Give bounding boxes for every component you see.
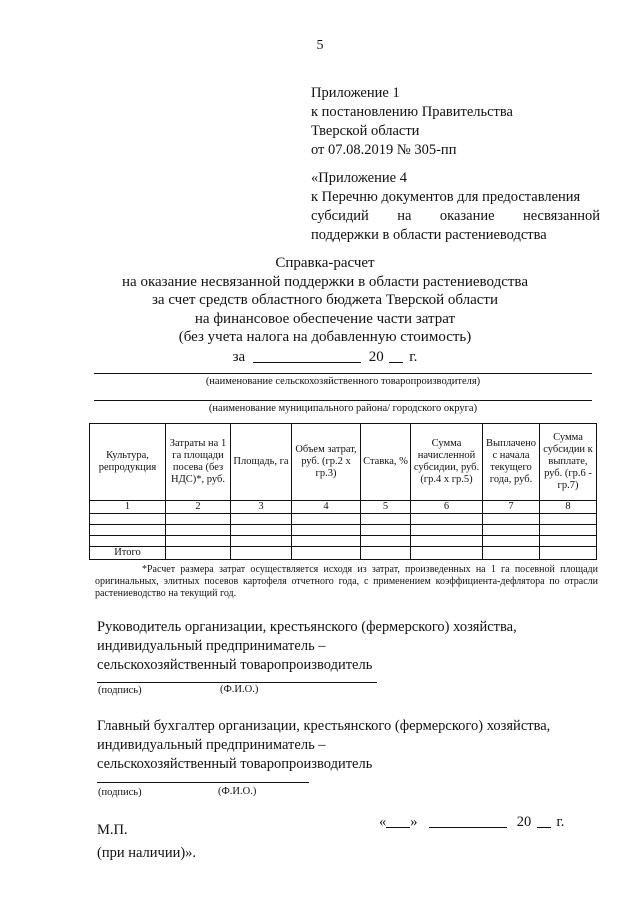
table-cell bbox=[361, 536, 411, 547]
table-cell bbox=[411, 514, 483, 525]
accountant-line: Главный бухгалтер организации, крестьянского (фермерского) хозяйства, bbox=[97, 718, 551, 734]
title-line: на оказание несвязанной поддержки в области растениеводства bbox=[122, 273, 528, 290]
calculation-table bbox=[89, 423, 597, 560]
table-cell bbox=[411, 525, 483, 536]
column-number: 5 bbox=[361, 501, 411, 514]
date-year-prefix: 20 bbox=[516, 814, 532, 830]
director-sign-label: (подпись) bbox=[98, 685, 142, 696]
period-blank bbox=[253, 362, 361, 363]
district-caption: (наименование муниципального района/ городского округа) bbox=[208, 403, 478, 414]
accountant-block bbox=[97, 717, 550, 774]
date-day-blank bbox=[386, 827, 410, 828]
table-header: Площадь, га bbox=[231, 424, 292, 501]
table-cell bbox=[483, 514, 540, 525]
table-header: Затраты на 1 га площади посева (без НДС)*, руб. bbox=[166, 424, 231, 501]
table-cell bbox=[540, 525, 597, 536]
table-cell bbox=[483, 536, 540, 547]
stamp-if-any: (при наличии)». bbox=[97, 845, 197, 861]
table-cell bbox=[292, 514, 361, 525]
director-signature-line bbox=[97, 682, 377, 683]
table-header: Объем затрат, руб. (гр.2 x гр.3) bbox=[292, 424, 361, 501]
footnote: *Расчет размера затрат осуществляется исходя из затрат, произведенных на 1 га посевной площади оригинальных, элитных посевов картофеля отчетного года, с применением коэффициента-дефлятора по отрасли растениеводство на текущий год. bbox=[95, 564, 598, 599]
title-line: на финансовое обеспечение части затрат bbox=[194, 310, 456, 327]
director-name-label: (Ф.И.О.) bbox=[220, 684, 259, 695]
period-year-blank bbox=[389, 362, 403, 363]
table-cell bbox=[231, 536, 292, 547]
director-line: Руководитель организации, крестьянского (фермерского) хозяйства, bbox=[97, 619, 517, 635]
date-line bbox=[379, 814, 564, 831]
accountant-signature-line bbox=[97, 782, 309, 783]
date-year-suffix: г. bbox=[556, 814, 565, 830]
appendix-sub-line: субсидий на оказание несвязанной bbox=[311, 208, 600, 224]
period-line bbox=[90, 348, 560, 367]
appendix-sub-header bbox=[311, 169, 600, 245]
appendix-sub-line: к Перечню документов для предоставления bbox=[311, 189, 581, 205]
table-cell bbox=[540, 514, 597, 525]
director-block bbox=[97, 618, 517, 675]
table-header: Сумма начисленной субсидии, руб. (гр.4 x гр.5) bbox=[411, 424, 483, 501]
period-year: 20 bbox=[368, 348, 384, 365]
table-cell bbox=[540, 536, 597, 547]
table-cell bbox=[231, 514, 292, 525]
column-number: 7 bbox=[483, 501, 540, 514]
column-number: 3 bbox=[231, 501, 292, 514]
table-header: Сумма субсидии к выплате, руб. (гр.6 - гр.7) bbox=[540, 424, 597, 501]
title-line: за счет средств областного бюджета Тверской области bbox=[151, 292, 498, 308]
table-cell bbox=[540, 547, 597, 560]
table-header-row bbox=[90, 424, 597, 501]
table-cell bbox=[90, 514, 166, 525]
table-cell bbox=[166, 536, 231, 547]
table-cell bbox=[231, 547, 292, 560]
producer-caption: (наименование сельскохозяйственного товаропроизводителя) bbox=[205, 376, 481, 387]
table-total-row bbox=[90, 547, 597, 560]
period-prefix: за bbox=[232, 348, 246, 365]
date-year-blank bbox=[537, 827, 551, 828]
district-name-line bbox=[94, 400, 592, 401]
table-header: Ставка, % bbox=[361, 424, 411, 501]
appendix-sub-line: «Приложение 4 bbox=[311, 170, 407, 186]
table-cell bbox=[90, 536, 166, 547]
date-open-quote: « bbox=[379, 814, 387, 830]
accountant-name-label: (Ф.И.О.) bbox=[218, 786, 257, 797]
appendix-line: от 07.08.2019 № 305-пп bbox=[311, 142, 457, 158]
appendix-line: Приложение 1 bbox=[311, 85, 400, 101]
table-cell bbox=[292, 547, 361, 560]
period-suffix: г. bbox=[409, 348, 418, 365]
appendix-sub-line: поддержки в области растениеводства bbox=[311, 227, 547, 243]
table-cell bbox=[292, 525, 361, 536]
appendix-line: Тверской области bbox=[311, 123, 420, 139]
table-row bbox=[90, 525, 597, 536]
director-line: индивидуальный предприниматель – bbox=[97, 638, 326, 654]
table-number-row bbox=[90, 501, 597, 514]
accountant-line: сельскохозяйственный товаропроизводитель bbox=[97, 756, 373, 772]
table-header: Выплачено с начала текущего года, руб. bbox=[483, 424, 540, 501]
appendix-header bbox=[311, 84, 601, 160]
column-number: 4 bbox=[292, 501, 361, 514]
page-number: 5 bbox=[316, 38, 324, 53]
column-number: 8 bbox=[540, 501, 597, 514]
table-row bbox=[90, 536, 597, 547]
director-line: сельскохозяйственный товаропроизводитель bbox=[97, 657, 373, 673]
table-cell bbox=[292, 536, 361, 547]
table-cell bbox=[361, 547, 411, 560]
column-number: 6 bbox=[411, 501, 483, 514]
title-line: (без учета налога на добавленную стоимость) bbox=[178, 329, 472, 345]
table-cell bbox=[90, 525, 166, 536]
producer-name-line bbox=[94, 373, 592, 374]
stamp-mp: М.П. bbox=[97, 822, 128, 838]
accountant-sign-label: (подпись) bbox=[98, 787, 142, 798]
table-cell bbox=[483, 525, 540, 536]
date-month-blank bbox=[429, 827, 507, 828]
title-line: Справка-расчет bbox=[275, 255, 375, 271]
table-cell bbox=[483, 547, 540, 560]
table-cell bbox=[231, 525, 292, 536]
document-title bbox=[90, 254, 560, 366]
column-number: 2 bbox=[166, 501, 231, 514]
table-cell bbox=[166, 525, 231, 536]
table-cell bbox=[166, 514, 231, 525]
table-cell bbox=[361, 514, 411, 525]
table-cell bbox=[411, 536, 483, 547]
table-cell bbox=[411, 547, 483, 560]
table-cell bbox=[166, 547, 231, 560]
accountant-line: индивидуальный предприниматель – bbox=[97, 737, 326, 753]
column-number: 1 bbox=[90, 501, 166, 514]
table-row bbox=[90, 514, 597, 525]
table-header: Культура, репродукция bbox=[90, 424, 166, 501]
date-close-quote: » bbox=[410, 814, 418, 830]
total-label: Итого bbox=[90, 547, 166, 560]
appendix-line: к постановлению Правительства bbox=[311, 104, 513, 120]
table-cell bbox=[361, 525, 411, 536]
